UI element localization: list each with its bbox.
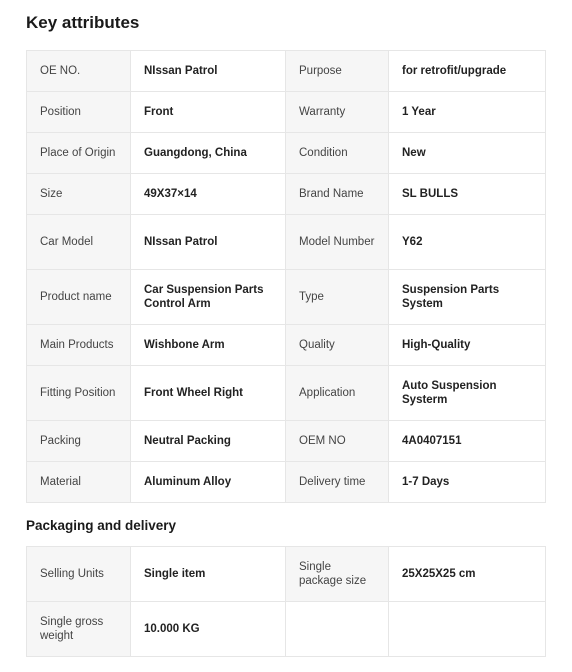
attribute-label: Condition [286, 133, 389, 174]
attribute-value: Suspension Parts System [389, 270, 546, 325]
empty-cell [286, 602, 389, 657]
table-row [27, 421, 546, 462]
attribute-label: OE NO. [27, 51, 131, 92]
attribute-label: Product name [27, 270, 131, 325]
attribute-label: Quality [286, 325, 389, 366]
attribute-value: Neutral Packing [131, 421, 286, 462]
attribute-value: New [389, 133, 546, 174]
attribute-label: Position [27, 92, 131, 133]
attribute-label: Place of Origin [27, 133, 131, 174]
attribute-value: SL BULLS [389, 174, 546, 215]
attribute-label: Main Products [27, 325, 131, 366]
key-attributes-title: Key attributes [26, 13, 140, 32]
key-attributes-table [26, 50, 546, 503]
table-row [27, 462, 546, 503]
table-row [27, 366, 546, 421]
attribute-value: NIssan Patrol [131, 51, 286, 92]
attribute-value: 25X25X25 cm [389, 547, 546, 602]
table-row [27, 215, 546, 270]
attribute-label: Size [27, 174, 131, 215]
table-row [27, 51, 546, 92]
attribute-label: Warranty [286, 92, 389, 133]
table-row [27, 547, 546, 602]
table-row [27, 92, 546, 133]
attribute-value: Front Wheel Right [131, 366, 286, 421]
table-row [27, 174, 546, 215]
attribute-value: 4A0407151 [389, 421, 546, 462]
attribute-value: Car Suspension Parts Control Arm [131, 270, 286, 325]
attribute-label: Material [27, 462, 131, 503]
attribute-label: Single gross weight [27, 602, 131, 657]
attribute-value: 1-7 Days [389, 462, 546, 503]
attribute-label: Model Number [286, 215, 389, 270]
attribute-label: Fitting Position [27, 366, 131, 421]
attribute-value: Guangdong, China [131, 133, 286, 174]
attribute-value: Single item [131, 547, 286, 602]
attribute-label: Purpose [286, 51, 389, 92]
attribute-value: 1 Year [389, 92, 546, 133]
attribute-value: NIssan Patrol [131, 215, 286, 270]
table-row [27, 325, 546, 366]
attribute-value: Aluminum Alloy [131, 462, 286, 503]
attribute-label: Application [286, 366, 389, 421]
table-row [27, 602, 546, 657]
packaging-delivery-title: Packaging and delivery [26, 518, 177, 533]
empty-cell [389, 602, 546, 657]
table-row [27, 270, 546, 325]
attribute-label: Brand Name [286, 174, 389, 215]
attribute-label: Car Model [27, 215, 131, 270]
attribute-label: Single package size [286, 547, 389, 602]
attribute-value: 49X37×14 [131, 174, 286, 215]
attribute-label: OEM NO [286, 421, 389, 462]
attribute-value: Y62 [389, 215, 546, 270]
attribute-label: Packing [27, 421, 131, 462]
attribute-label: Type [286, 270, 389, 325]
attribute-value: for retrofit/upgrade [389, 51, 546, 92]
table-row [27, 133, 546, 174]
attribute-label: Delivery time [286, 462, 389, 503]
attribute-value: High-Quality [389, 325, 546, 366]
attribute-value: Wishbone Arm [131, 325, 286, 366]
packaging-delivery-table [26, 546, 546, 657]
attribute-value: Front [131, 92, 286, 133]
attribute-label: Selling Units [27, 547, 131, 602]
attribute-value: 10.000 KG [131, 602, 286, 657]
attribute-value: Auto Suspension Systerm [389, 366, 546, 421]
